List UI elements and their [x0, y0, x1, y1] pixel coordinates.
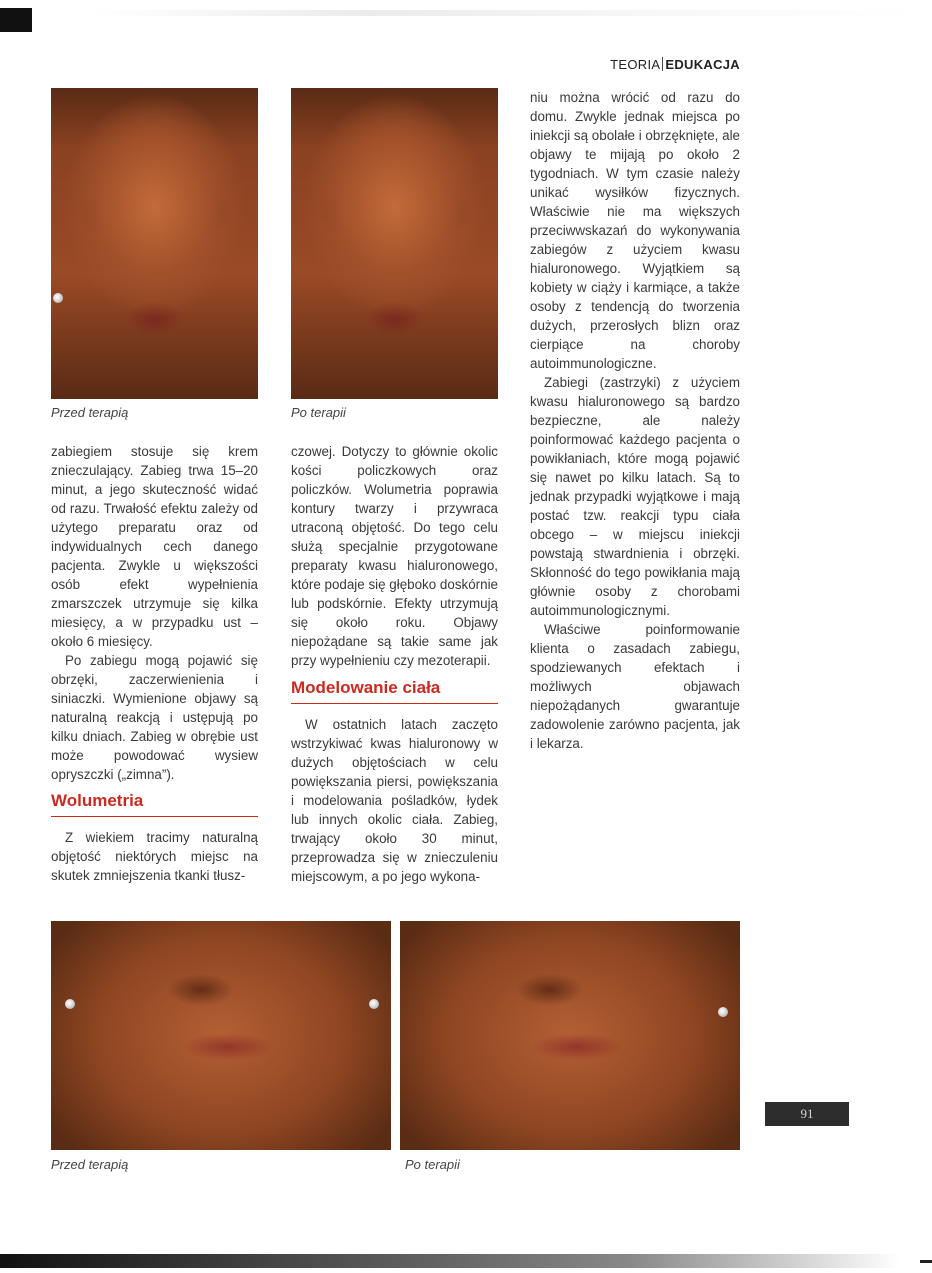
caption-before-bottom: Przed terapią — [51, 1157, 129, 1172]
text-column-2 — [291, 442, 498, 670]
scan-artifact-top — [90, 10, 920, 16]
text-column-2-continued — [291, 715, 498, 886]
mouth-photo-after — [400, 921, 740, 1150]
heading-rule — [291, 703, 498, 704]
heading-rule — [51, 816, 258, 817]
heading-wolumetria: Wolumetria — [51, 791, 144, 810]
paragraph: zabiegiem stosuje się krem znieczulający. Zabieg trwa 15–20 minut, a jego skuteczność widać od razu. Trwałość efektu zależy od użytego preparatu oraz od indywidualnych cech danego pacjenta. Zwykle u większości osób efekt wypełnienia zmarszczek utrzymuje się kilka miesięcy, a w przypadku ust – około 6 miesięcy. — [51, 444, 258, 649]
scan-artifact-bottom — [0, 1238, 932, 1273]
earring-left — [65, 999, 75, 1009]
paragraph: Z wiekiem tracimy naturalną objętość niektórych miejsc na skutek zmniejszenia tkanki tłusz- — [51, 830, 258, 883]
mouth-photo-before — [51, 921, 391, 1150]
scan-artifact-corner — [0, 8, 32, 32]
earring-right — [369, 999, 379, 1009]
face-photo-after — [291, 88, 498, 399]
paragraph: W ostatnich latach zaczęto wstrzykiwać kwas hialuronowy w dużych objętościach w celu powiększania piersi, powiększania i modelowania pośladków, łydek lub innych okolic ciała. Zabieg, trwający około 30 minut, przeprowadza się w znieczuleniu miejscowym, a po jego wykona- — [291, 717, 498, 884]
caption-before-top: Przed terapią — [51, 405, 129, 420]
heading-modelowanie: Modelowanie ciała — [291, 678, 441, 697]
paragraph: Po zabiegu mogą pojawić się obrzęki, zaczerwienienia i siniaczki. Wymienione objawy są naturalną reakcją i ustępują po kilku dniach. Zabieg w obrębie ust może powodować wysiew opryszczki („zimna”). — [51, 653, 258, 782]
text-column-1 — [51, 442, 258, 784]
header-section: TEORIA — [610, 57, 661, 72]
paragraph: Właściwe poinformowanie klienta o zasadach zabiegu, spodziewanych efektach i możliwych objawach niepożądanych gwarantuje zadowolenie zarówno pacjenta, jak i lekarza. — [530, 622, 740, 751]
header-divider — [662, 57, 663, 71]
face-photo-before — [51, 88, 258, 399]
caption-after-top: Po terapii — [291, 405, 346, 420]
page-number: 91 — [765, 1102, 849, 1126]
section-header — [600, 57, 740, 72]
caption-after-bottom: Po terapii — [405, 1157, 460, 1172]
earring — [53, 293, 63, 303]
scan-edge-mark — [920, 1260, 932, 1263]
earring-right — [718, 1007, 728, 1017]
paragraph: niu można wrócić od razu do domu. Zwykle jednak miejsca po iniekcji są obolałe i obrzęknięte, ale objawy te mijają po około 2 tygodniach. W tym czasie należy unikać wysiłków fizycznych. Właściwie nie ma większych przeciwwskazań do wykonywania zabiegów z użyciem kwasu hialuronowego. Wyjątkiem są kobiety w ciąży i karmiące, a także osoby z tendencją do tworzenia dużych, przerosłych blizn oraz cierpiące na choroby autoimmunologiczne. — [530, 90, 740, 371]
header-category: EDUKACJA — [665, 57, 740, 72]
scan-edge-bar — [0, 1254, 900, 1268]
paragraph: Zabiegi (zastrzyki) z użyciem kwasu hialuronowego są bardzo bezpieczne, ale należy poinformować każdego pacjenta o powikłaniach, które mogą pojawić się nawet po kilku latach. Są to jednak przypadki wyjątkowe i mają postać tzw. reakcji typu ciała obcego – w miejscu iniekcji powstają stwardnienia i obrzęki. Skłonność do tego powikłania mają głównie osoby z chorobami autoimmunologicznymi. — [530, 375, 740, 618]
paragraph: czowej. Dotyczy to głównie okolic kości policzkowych oraz policzków. Wolumetria poprawia kontury twarzy i przywraca utraconą objętość. Do tego celu służą specjalnie przygotowane preparaty kwasu hialuronowego, które podaje się głęboko doskórnie lub podskórnie. Efekty utrzymują się około roku. Objawy niepożądane są takie same jak przy wypełnieniu czy mezoterapii. — [291, 444, 498, 668]
text-column-3 — [530, 88, 740, 753]
text-column-1-continued — [51, 828, 258, 885]
